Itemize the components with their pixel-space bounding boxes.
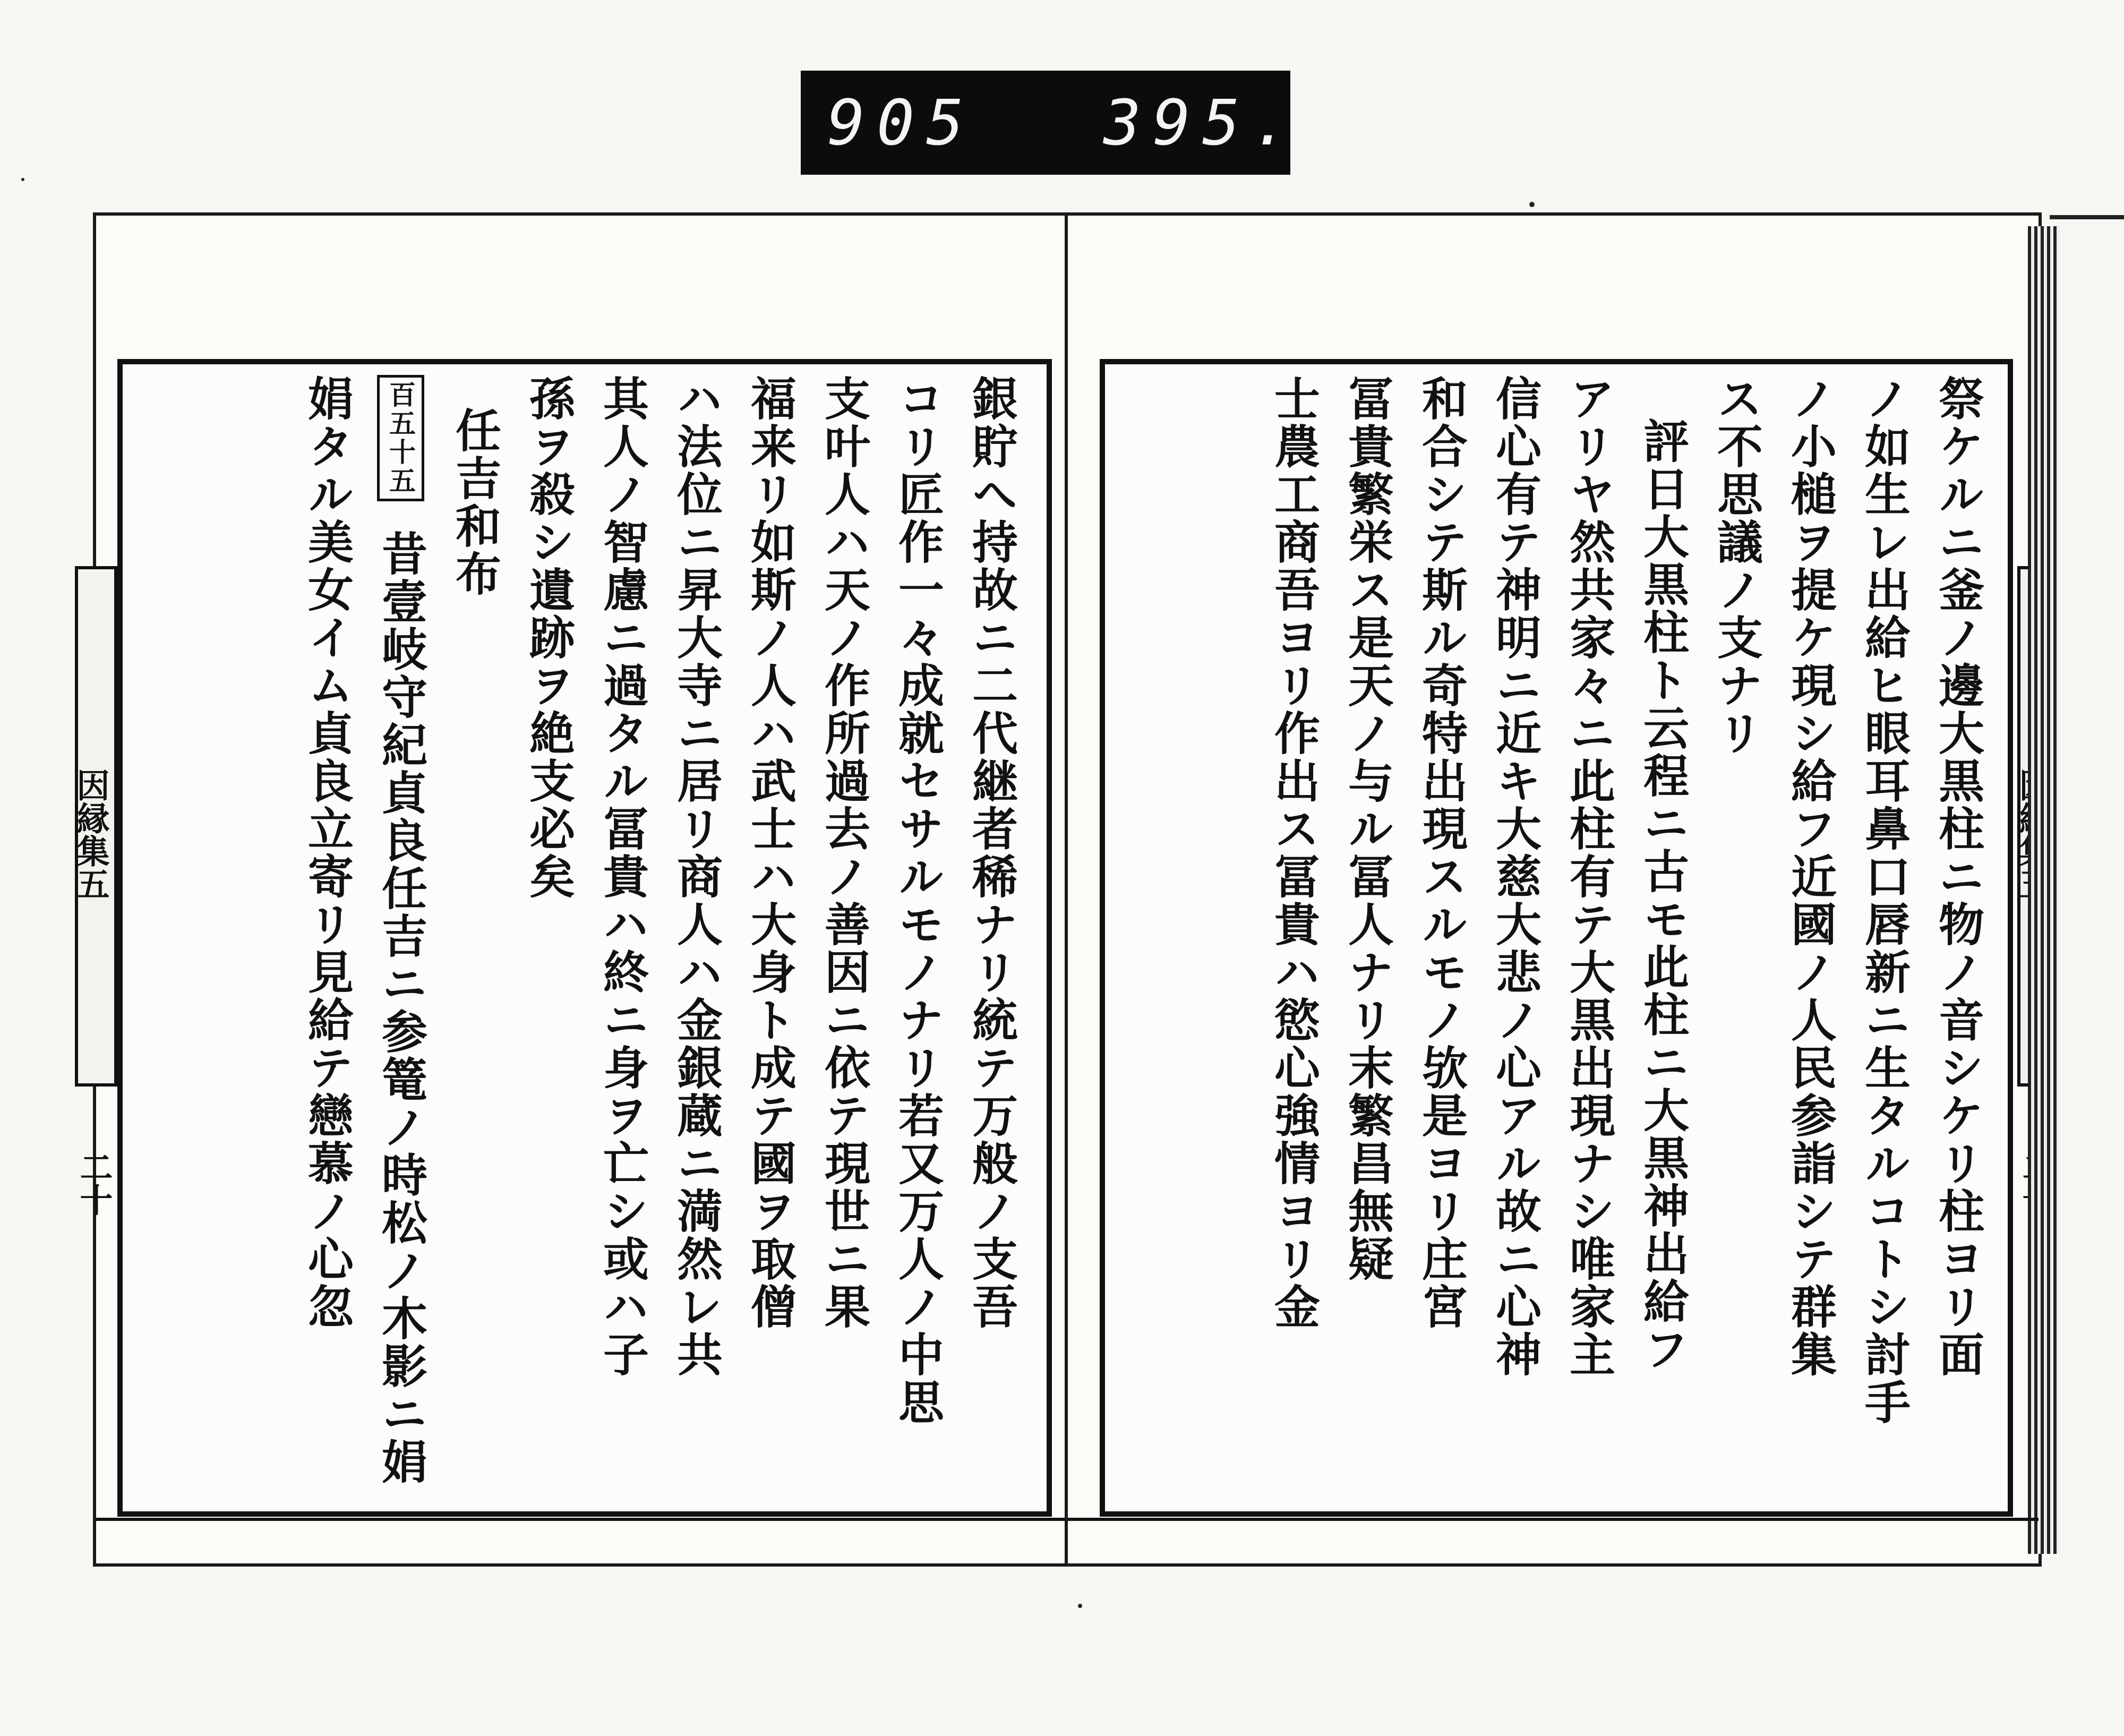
text-column: 其人ノ智慮ニ過タル冨貴ハ終ニ身ヲ亡シ或ハ子: [595, 375, 649, 1379]
scan-speck: [2050, 215, 2124, 219]
left-page: [71, 212, 1070, 1567]
text-column: 娟タル美女イム貞良立寄リ見給テ戀慕ノ心忽: [300, 375, 354, 1331]
open-book-spread: [71, 212, 2047, 1567]
text-column: 信心有テ神明ニ近キ大慈大悲ノ心アル故ニ心神: [1488, 375, 1541, 1379]
text-column: 孫ヲ殺シ遺跡ヲ絶支必矣: [521, 375, 575, 901]
text-column: 評日大黒柱ト云程ニ古モ此柱ニ大黒神出給フ: [1635, 417, 1689, 1373]
text-column: アリヤ然共家々ニ此柱有テ大黒出現ナシ唯家主: [1562, 375, 1615, 1379]
left-page-footer: [96, 1518, 1067, 1563]
left-page-number: 二十: [74, 1150, 113, 1216]
text-column: 福来リ如斯ノ人ハ武士ハ大身ト成テ國ヲ取僧: [743, 375, 796, 1331]
text-column: ノ如生レ出給ヒ眼耳鼻口唇新ニ生タルコトシ討手: [1857, 375, 1911, 1426]
left-text-frame: [117, 359, 1052, 1517]
text-column: 和合シテ斯ル奇特出現スルモノ欤是ヨリ庄宮: [1414, 375, 1468, 1331]
scan-speck: [1078, 1604, 1082, 1608]
text-column: ハ法位ニ昇大寺ニ居リ商人ハ金銀蔵ニ満然レ共: [669, 375, 723, 1379]
text-column: 冨貴繁栄ス是天ノ与ル冨人ナリ末繁昌無疑: [1340, 375, 1394, 1283]
text-column: 支叶人ハ天ノ作所過去ノ善因ニ依テ現世ニ果: [817, 375, 870, 1331]
catalog-label-plate: [801, 71, 1301, 175]
text-column: コリ匠作一々成就セサルモノナリ若又万人ノ中思: [890, 375, 944, 1426]
right-page-footer: [1068, 1518, 2039, 1563]
text-column: 銀貯へ持故ニ二代継者稀ナリ統テ万般ノ支吾: [964, 375, 1018, 1331]
text-column: 祭ケルニ釜ノ邊大黒柱ニ物ノ音シケリ柱ヨリ面: [1931, 375, 1984, 1379]
right-page: [1065, 212, 2042, 1567]
text-column: ス不思議ノ支ナリ: [1709, 375, 1763, 757]
right-text-frame: [1100, 359, 2013, 1517]
left-margin-title: 因縁集五: [75, 566, 117, 1087]
page-edge-stack: [2028, 226, 2060, 1554]
text-column: 昔壹岐守紀貞良任吉ニ参篭ノ時松ノ木影ニ娟: [374, 529, 427, 1486]
text-column: 士農工商吾ヨリ作出ス冨貴ハ慾心強情ヨリ金: [1266, 375, 1320, 1331]
entry-header: [366, 375, 435, 1501]
catalog-number-left: 905: [827, 86, 976, 159]
left-page-text: [133, 375, 1025, 1501]
catalog-number-right: 395.: [1103, 86, 1301, 159]
entry-title: 任吉和布: [448, 407, 501, 598]
entry-number-box: 百五十五: [377, 375, 424, 501]
text-column: ノ小槌ヲ提ケ現シ給フ近國ノ人民参詣シテ群集: [1783, 375, 1837, 1379]
scan-speck: [1529, 202, 1535, 207]
scan-speck: [21, 178, 24, 181]
right-page-text: [1121, 375, 1992, 1501]
